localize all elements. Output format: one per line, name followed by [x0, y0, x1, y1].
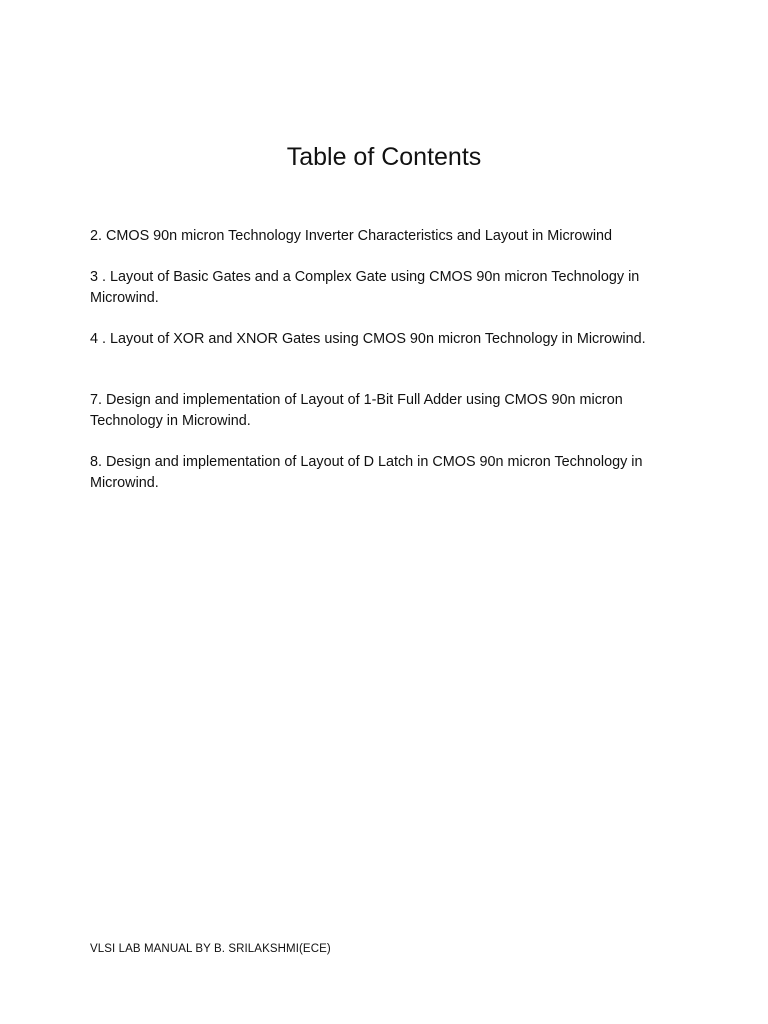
toc-entry-d-latch: 8. Design and implementation of Layout of D Latch in CMOS 90n micron Technology in Microwind. — [90, 454, 643, 491]
toc-entry-basic-gates: 3 . Layout of Basic Gates and a Complex Gate using CMOS 90n micron Technology in Microwind. — [90, 269, 640, 306]
page-title: Table of Contents — [286, 143, 482, 171]
toc-entry-full-adder: 7. Design and implementation of Layout of 1-Bit Full Adder using CMOS 90n micron Technology in Microwind. — [90, 392, 623, 429]
toc-entry-xor-xnor: 4 . Layout of XOR and XNOR Gates using CMOS 90n micron Technology in Microwind. — [90, 331, 646, 347]
toc-entry-inverter: 2. CMOS 90n micron Technology Inverter Characteristics and Layout in Microwind — [90, 228, 613, 244]
page-footer: VLSI LAB MANUAL BY B. SRILAKSHMI(ECE) — [90, 943, 331, 955]
